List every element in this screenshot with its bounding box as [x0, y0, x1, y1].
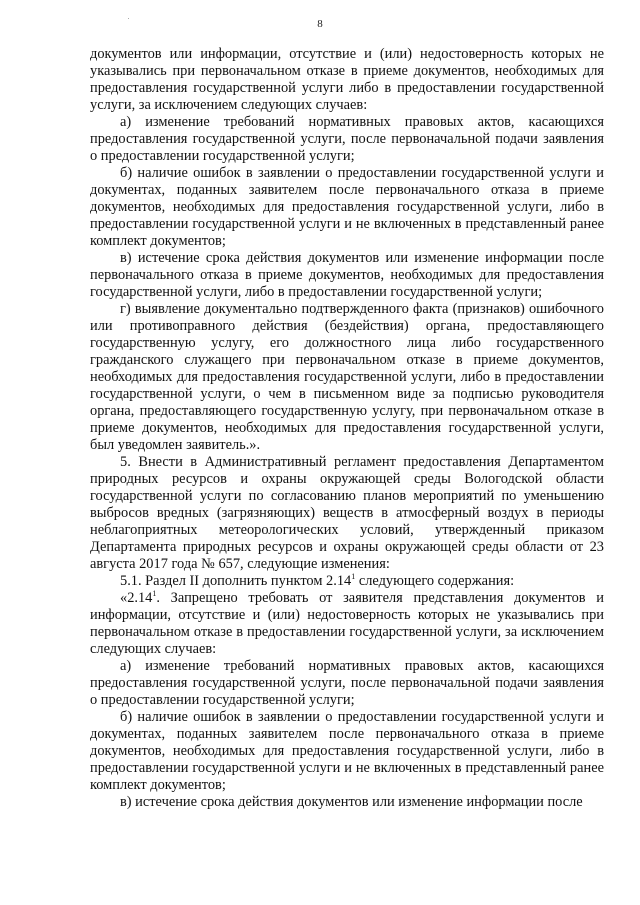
superscript: 1 [152, 589, 157, 599]
paragraph-item-a-2: а) изменение требований нормативных правовых актов, касающихся предоставления государственной услуги, после первоначальной подачи заявления о предоставлении государственной услуги; [90, 658, 604, 708]
paragraph-section-5: 5. Внести в Административный регламент предоставления Департаментом природных ресурсов и охраны окружающей среды Вологодской области государственной услуги по согласованию планов мероприятий по уменьшению выбросов вредных (загрязняющих) веществ в атмосферный воздух в периоды неблагоприятных метеорологических условий, утвержденный приказом Департамента природных ресурсов и охраны окружающей среды области от 23 августа 2017 года № 657, следующие изменения: [90, 454, 604, 572]
paragraph-section-5-1 [90, 573, 604, 590]
paragraph-text-before: «2.14 [120, 590, 153, 606]
paragraph-item-v: в) истечение срока действия документов или изменение информации после первоначального отказа в приеме документов, необходимых для предоставления государственной услуги, либо в предоставлении государственной услуги; [90, 250, 604, 300]
paragraph-text-before: 5.1. Раздел II дополнить пунктом 2.14 [120, 573, 352, 589]
paragraph-item-g: г) выявление документально подтвержденного факта (признаков) ошибочного или противоправного действия (бездействия) органа, предоставляющего государственную услугу, его должностного лица либо государственного гражданского служащего при первоначальном отказе в приеме документов, необходимых для предоставления государственной услуги, либо в предоставлении государственной услуги, о чем в письменном виде за подписью руководителя органа, предоставляющего государственную услугу, при первоначальном отказе в приеме документов, необходимых для предоставления государственной услуги, был уведомлен заявитель.». [90, 301, 604, 453]
page-number: 8 [317, 18, 323, 30]
paragraph-item-b-2: б) наличие ошибок в заявлении о предоставлении государственной услуги и документах, поданных заявителем после первоначального отказа в приеме документов, необходимых для предоставления государственной услуги, либо в предоставлении государственной услуги и не включенных в представленный ранее комплект документов; [90, 709, 604, 793]
paragraph-continuation: документов или информации, отсутствие и (или) недостоверность которых не указывались при первоначальном отказе в приеме документов, необходимых для предоставления государственной услуги либо в предоставлении государственной услуги, за исключением следующих случаев: [90, 46, 604, 113]
paragraph-clause-2-14-1 [90, 590, 604, 658]
paragraph-text-after: . Запрещено требовать от заявителя представления документов и информации, отсутствие и (или) недостоверность которых не указывались при первоначальном отказе в предоставлении государственной услуги, за исключением следующих случаев: [90, 590, 604, 657]
paragraph-item-a: а) изменение требований нормативных правовых актов, касающихся предоставления государственной услуги, после первоначальной подачи заявления о предоставлении государственной услуги; [90, 114, 604, 164]
paragraph-text-after: следующего содержания: [355, 573, 515, 589]
document-body [90, 46, 604, 811]
paragraph-item-v-2: в) истечение срока действия документов или изменение информации после [120, 794, 583, 810]
paragraph-item-b: б) наличие ошибок в заявлении о предоставлении государственной услуги и документах, поданных заявителем после первоначального отказа в приеме документов, необходимых для предоставления государственной услуги, либо в предоставлении государственной услуги и не включенных в представленный ранее комплект документов; [90, 165, 604, 249]
superscript: 1 [351, 572, 356, 582]
